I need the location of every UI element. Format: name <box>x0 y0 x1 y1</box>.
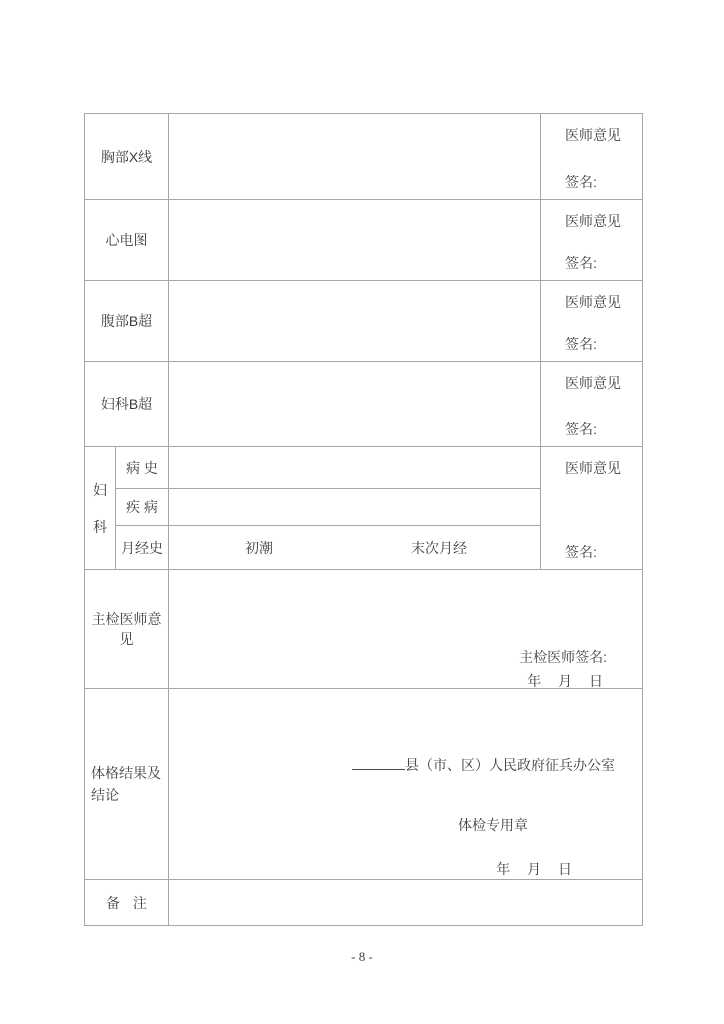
ecg-opinion-cell[interactable] <box>540 200 642 280</box>
menarche-label: 初潮 <box>245 539 273 556</box>
chest-xray-label: 胸部X线 <box>85 114 169 199</box>
table-row-remarks <box>85 880 642 925</box>
medical-history-label: 病 史 <box>116 447 169 488</box>
abdominal-ultrasound-opinion-cell[interactable] <box>540 281 642 361</box>
chief-signature-label: 主检医师签名: <box>519 649 607 665</box>
ecg-label: 心电图 <box>85 200 169 280</box>
signature-label: 签名: <box>565 336 597 352</box>
conscription-office-line <box>352 755 615 775</box>
ecg-result-cell[interactable] <box>169 200 540 280</box>
table-row-chief-opinion <box>85 570 642 689</box>
table-row-chest-xray <box>85 114 642 200</box>
abdominal-ultrasound-result-cell[interactable] <box>169 281 540 361</box>
doctor-opinion-label: 医师意见 <box>565 375 621 391</box>
conclusion-cell[interactable] <box>169 689 642 879</box>
last-period-label: 末次月经 <box>411 539 467 556</box>
county-blank-underline[interactable] <box>352 756 405 770</box>
subrow-medical-history <box>116 447 540 489</box>
disease-label: 疾 病 <box>116 489 169 525</box>
exam-seal-label: 体检专用章 <box>458 817 528 833</box>
disease-cell[interactable] <box>169 489 540 525</box>
subrow-disease <box>116 489 540 526</box>
chest-xray-result-cell[interactable] <box>169 114 540 199</box>
signature-label: 签名: <box>565 544 597 560</box>
remarks-label: 备 注 <box>85 880 169 925</box>
gyn-ultrasound-result-cell[interactable] <box>169 362 540 446</box>
doctor-opinion-label: 医师意见 <box>565 460 621 476</box>
gynecology-group-label <box>85 447 116 569</box>
gynecology-char-1: 妇 <box>93 481 107 498</box>
gyn-ultrasound-label: 妇科B超 <box>85 362 169 446</box>
signature-label: 签名: <box>565 174 597 190</box>
table-row-abdominal-ultrasound <box>85 281 642 362</box>
page-number: - 8 - <box>351 949 373 964</box>
conclusion-date-label: 年 月 日 <box>496 861 572 877</box>
doctor-opinion-label: 医师意见 <box>565 294 621 310</box>
menstrual-history-cell[interactable] <box>169 526 540 569</box>
abdominal-ultrasound-label: 腹部B超 <box>85 281 169 361</box>
table-row-ecg <box>85 200 642 281</box>
conclusion-label <box>85 689 169 879</box>
medical-history-cell[interactable] <box>169 447 540 488</box>
physical-exam-table <box>84 113 643 926</box>
chest-xray-opinion-cell[interactable] <box>540 114 642 199</box>
signature-label: 签名: <box>565 421 597 437</box>
remarks-cell[interactable] <box>169 880 642 925</box>
doctor-opinion-label: 医师意见 <box>565 127 621 143</box>
gynecology-subrows <box>116 447 540 569</box>
subrow-menstrual-history <box>116 526 540 569</box>
gynecology-opinion-cell[interactable] <box>540 447 642 569</box>
chief-date-label: 年 月 日 <box>527 673 603 689</box>
gynecology-char-2: 科 <box>93 518 107 535</box>
signature-label: 签名: <box>565 255 597 271</box>
chief-opinion-label: 主检医师意见 <box>85 570 169 688</box>
menstrual-history-label: 月经史 <box>116 526 169 569</box>
conclusion-label-line1: 体格结果及 <box>91 765 161 781</box>
table-row-gynecology <box>85 447 642 570</box>
chief-opinion-cell[interactable] <box>169 570 642 688</box>
doctor-opinion-label: 医师意见 <box>565 213 621 229</box>
conclusion-label-line2: 结论 <box>91 787 119 803</box>
conscription-office-label: 县（市、区）人民政府征兵办公室 <box>405 757 615 773</box>
gyn-ultrasound-opinion-cell[interactable] <box>540 362 642 446</box>
table-row-gyn-ultrasound <box>85 362 642 447</box>
table-row-conclusion <box>85 689 642 880</box>
